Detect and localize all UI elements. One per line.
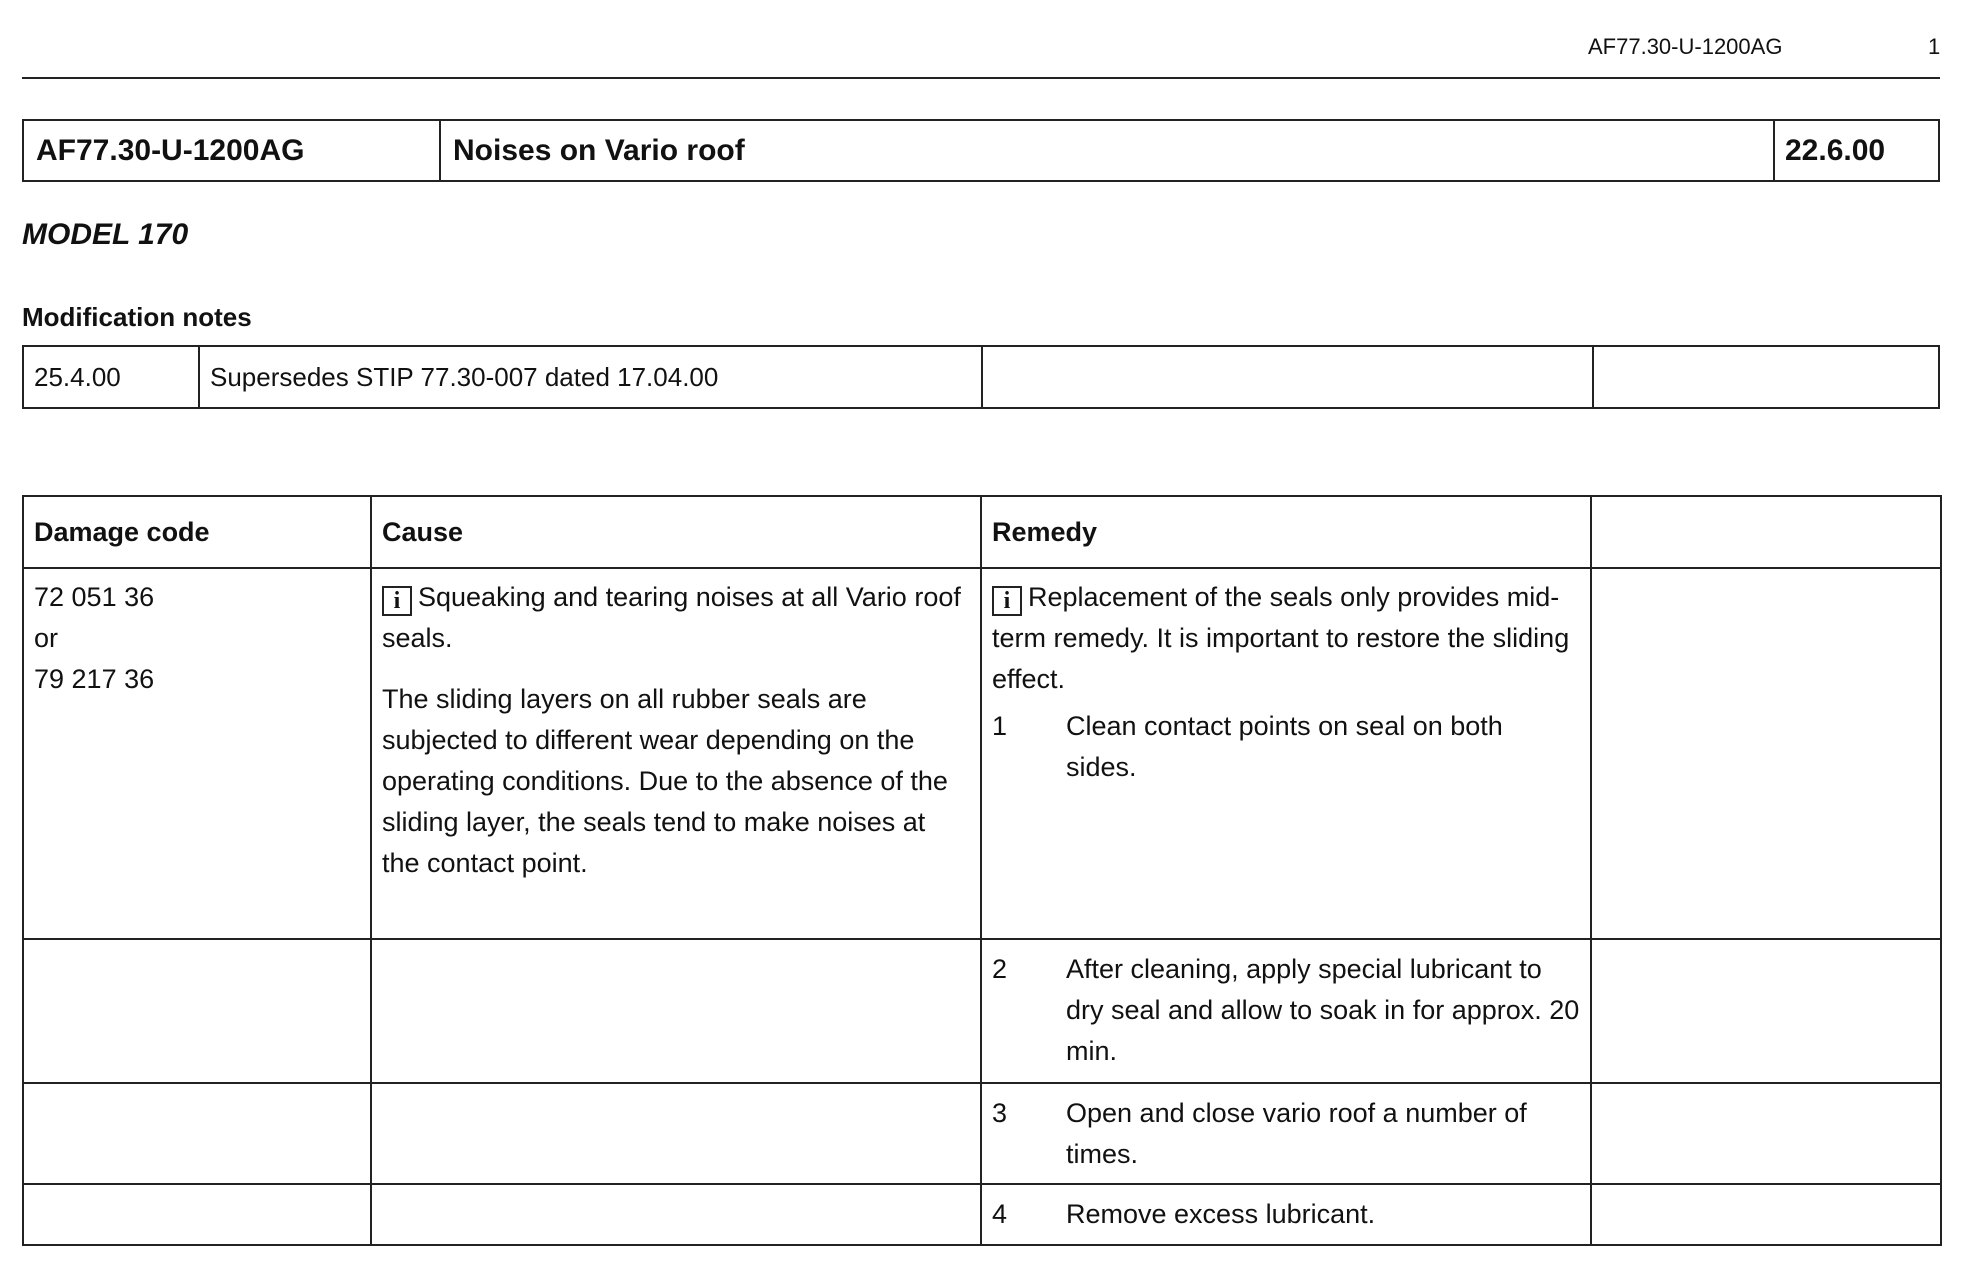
table-row xyxy=(23,1184,1941,1245)
table-row xyxy=(23,568,1941,939)
header-cause: Cause xyxy=(371,496,981,568)
cause-intro: Squeaking and tearing noises at all Vario roof seals. xyxy=(382,582,961,653)
cause-detail: The sliding layers on all rubber seals are subjected to different wear depending on the operating conditions. Due to the absence of the sliding layer, the seals tend to make noises at the contact point. xyxy=(382,684,948,878)
modification-date: 25.4.00 xyxy=(24,347,200,407)
extra-cell xyxy=(1591,939,1941,1083)
header-extra xyxy=(1591,496,1941,568)
step-text: Remove excess lubricant. xyxy=(1066,1199,1376,1229)
step-text: Clean contact points on seal on both sides. xyxy=(1066,711,1503,782)
remedy-step xyxy=(992,1194,1580,1235)
remedy-cell xyxy=(981,568,1591,939)
cause-cell xyxy=(371,1184,981,1245)
remedy-step xyxy=(992,949,1580,1072)
page-number: 1 xyxy=(1928,34,1941,59)
damage-remedy-table xyxy=(22,495,1942,1246)
remedy-intro-paragraph xyxy=(992,577,1580,700)
remedy-step xyxy=(992,1093,1580,1175)
cause-cell xyxy=(371,939,981,1083)
table-row xyxy=(23,1083,1941,1184)
remedy-cell xyxy=(981,1083,1591,1184)
damage-code-cell xyxy=(23,568,371,939)
damage-code-cell xyxy=(23,1083,371,1184)
running-header-doc-id: AF77.30-U-1200AG xyxy=(1588,34,1783,59)
step-number: 2 xyxy=(992,954,1008,984)
header-damage-code: Damage code xyxy=(23,496,371,568)
extra-cell xyxy=(1591,568,1941,939)
document-date: 22.6.00 xyxy=(1785,133,1886,167)
header-rule xyxy=(22,77,1940,79)
step-number: 1 xyxy=(992,711,1008,741)
cause-intro-paragraph xyxy=(382,577,970,659)
cause-cell xyxy=(371,568,981,939)
damage-code: 79 217 36 xyxy=(34,664,155,694)
extra-cell xyxy=(1591,1184,1941,1245)
step-number: 4 xyxy=(992,1199,1008,1229)
modification-empty-cell xyxy=(983,347,1594,407)
model-heading: MODEL 170 xyxy=(22,218,189,251)
remedy-intro: Replacement of the seals only provides mid-term remedy. It is important to restore the sliding effect. xyxy=(992,582,1570,694)
title-box xyxy=(22,119,1940,182)
modification-note: Supersedes STIP 77.30-007 dated 17.04.00 xyxy=(200,347,983,407)
table-header-row xyxy=(23,496,1941,568)
title-doc-id: AF77.30-U-1200AG xyxy=(24,121,441,180)
header-remedy: Remedy xyxy=(981,496,1591,568)
modification-notes-table xyxy=(22,345,1940,409)
step-text: Open and close vario roof a number of times. xyxy=(1066,1098,1527,1169)
step-number: 3 xyxy=(992,1098,1008,1128)
remedy-cell xyxy=(981,1184,1591,1245)
remedy-cell xyxy=(981,939,1591,1083)
table-row xyxy=(23,939,1941,1083)
info-icon: i xyxy=(992,586,1022,616)
damage-code: 72 051 36 xyxy=(34,582,155,612)
damage-code-cell xyxy=(23,1184,371,1245)
info-icon: i xyxy=(382,586,412,616)
extra-cell xyxy=(1591,1083,1941,1184)
document-title: Noises on Vario roof xyxy=(441,121,1775,180)
damage-code-separator: or xyxy=(34,623,59,653)
step-text: After cleaning, apply special lubricant to dry seal and allow to soak in for approx. 20 min. xyxy=(1066,954,1580,1066)
remedy-step xyxy=(992,706,1580,788)
damage-code-cell xyxy=(23,939,371,1083)
paragraph-gap xyxy=(382,659,970,679)
cause-cell xyxy=(371,1083,981,1184)
modification-empty-cell xyxy=(1594,347,1938,407)
modification-notes-heading: Modification notes xyxy=(22,302,252,332)
